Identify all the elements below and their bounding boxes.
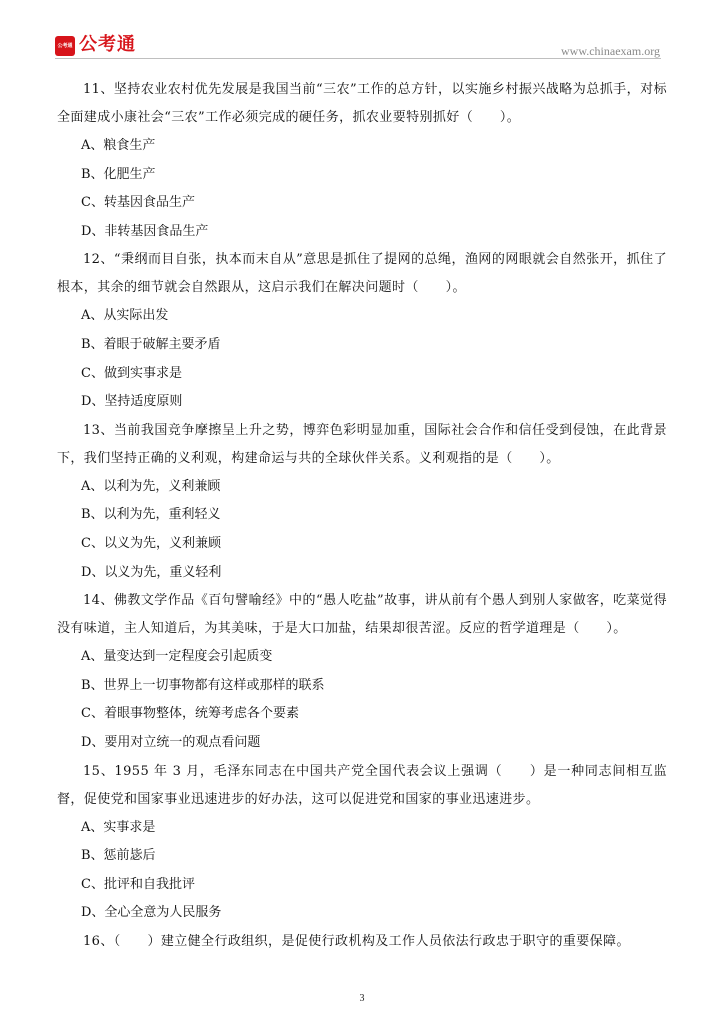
answer-option: C、做到实事求是 — [81, 365, 182, 381]
site-url: www.chinaexam.org — [561, 44, 660, 58]
answer-option: C、着眼事物整体，统筹考虑各个要素 — [81, 706, 299, 722]
question-stem: 16、（ ）建立健全行政组织，是促使行政机构及工作人员依法行政忠于职守的重要保障。 — [83, 933, 630, 949]
logo-text: 公考通 — [79, 34, 136, 55]
answer-option: A、以利为先，义利兼顾 — [81, 478, 221, 494]
question-15 — [57, 758, 667, 928]
question-stem: 12、“秉纲而目自张，执本而末自从”意思是抓住了提网的总绳，渔网的网眼就会自然张开，抓住了根本，其余的细节就会自然跟从，这启示我们在解决问题时（ ）。 — [57, 252, 667, 296]
answer-option: C、批评和自我批评 — [81, 876, 195, 892]
question-stem: 13、当前我国竞争摩擦呈上升之势，博弈色彩明显加重，国际社会合作和信任受到侵蚀，在此背景下，我们坚持正确的义利观，构建命运与共的全球伙伴关系。义利观指的是（ ）。 — [57, 422, 667, 466]
page-header — [0, 0, 724, 60]
answer-option: B、着眼于破解主要矛盾 — [81, 336, 221, 352]
logo-icon: 公考通 — [55, 36, 75, 56]
answer-option: B、以利为先，重利轻义 — [81, 507, 221, 523]
question-13 — [57, 417, 667, 587]
answer-option: B、惩前毖后 — [81, 848, 156, 864]
answer-option: D、坚持适度原则 — [81, 394, 183, 410]
question-stem: 14、佛教文学作品《百句譬喻经》中的“愚人吃盐”故事，讲从前有个愚人到别人家做客，吃菜觉得没有味道，主人知道后，为其美味，于是大口加盐，结果却很苦涩。反应的哲学道理是（ ）。 — [57, 593, 667, 637]
answer-option: D、要用对立统一的观点看问题 — [81, 734, 261, 750]
page-number: 3 — [359, 993, 365, 1004]
answer-option: C、以义为先，义利兼顾 — [81, 535, 221, 551]
question-stem: 15、1955 年 3 月，毛泽东同志在中国共产党全国代表会议上强调（ ）是一种同志间相互监督，促使党和国家事业迅速进步的好办法，这可以促进党和国家的事业迅速进步。 — [57, 763, 667, 807]
answer-option: A、量变达到一定程度会引起质变 — [81, 649, 273, 665]
answer-option: A、实事求是 — [81, 819, 156, 835]
header-divider — [55, 58, 661, 59]
answer-option: A、粮食生产 — [81, 138, 156, 153]
answer-option: B、化肥生产 — [81, 166, 156, 182]
question-list — [57, 76, 667, 956]
answer-option: C、转基因食品生产 — [81, 195, 195, 211]
answer-option: B、世界上一切事物都有这样或那样的联系 — [81, 677, 325, 693]
question-14 — [57, 587, 667, 757]
answer-option: D、以义为先，重义轻利 — [81, 564, 222, 580]
question-11 — [57, 76, 667, 246]
question-12 — [57, 246, 667, 416]
question-stem: 11、坚持农业农村优先发展是我国当前“三农”工作的总方针，以实施乡村振兴战略为总抓手，对标全面建成小康社会“三农”工作必须完成的硬任务，抓农业要特别抓好（ ）。 — [57, 82, 667, 125]
answer-option: A、从实际出发 — [81, 308, 169, 324]
question-16 — [57, 928, 667, 956]
answer-option: D、非转基因食品生产 — [81, 223, 209, 239]
answer-option: D、全心全意为人民服务 — [81, 905, 222, 921]
